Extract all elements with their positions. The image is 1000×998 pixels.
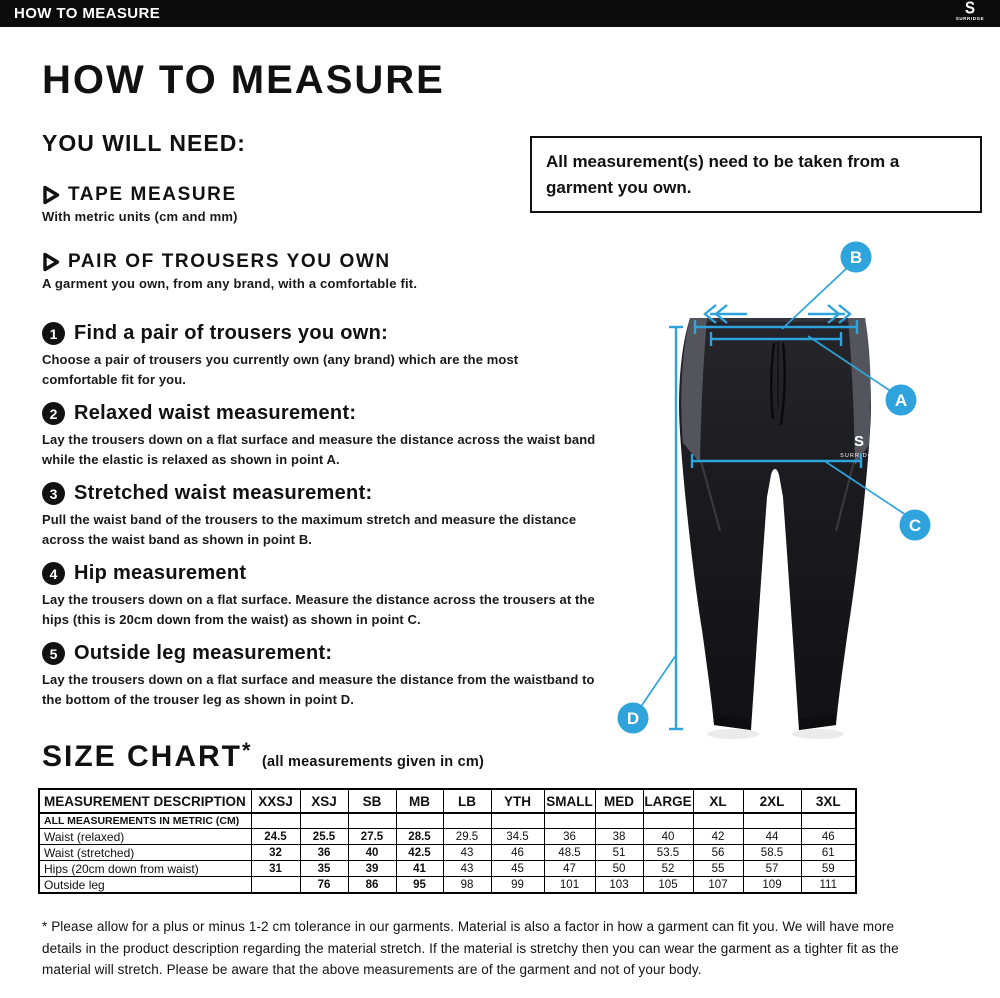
you-will-need-heading: YOU WILL NEED: (42, 130, 246, 156)
step-title: Hip measurement (74, 562, 247, 584)
table-header-cell: MB (396, 789, 443, 813)
step-title: Relaxed waist measurement: (74, 402, 357, 424)
table-cell: 40 (348, 845, 396, 861)
callout-d-label: D (626, 709, 640, 728)
thigh-logo-text: SURRIDGE (840, 453, 878, 459)
table-cell (743, 813, 801, 829)
table-cell (251, 877, 300, 894)
table-cell: 32 (251, 845, 300, 861)
callout-c-label: C (908, 516, 922, 535)
step-3 (42, 482, 602, 549)
notice-box (530, 136, 982, 213)
table-cell: 27.5 (348, 829, 396, 845)
table-cell: 43 (443, 861, 491, 877)
trousers-diagram (612, 235, 957, 765)
need-desc: A garment you own, from any brand, with a comfortable fit. (42, 276, 418, 291)
table-cell: 46 (491, 845, 544, 861)
table-cell: 36 (300, 845, 348, 861)
table-header-cell: SMALL (544, 789, 595, 813)
table-cell: 43 (443, 845, 491, 861)
callout-markers (618, 242, 931, 734)
size-chart-table (38, 788, 857, 894)
table-row-label: Outside leg (39, 877, 251, 894)
step-1 (42, 322, 602, 389)
step-desc: Lay the trousers down on a flat surface and measure the distance across the waist band while the elastic is relaxed as shown in point A. (42, 432, 596, 467)
table-cell: 52 (643, 861, 693, 877)
trousers-illustration (612, 235, 957, 765)
table-cell: 107 (693, 877, 743, 894)
need-desc: With metric units (cm and mm) (42, 209, 238, 224)
notice-text: All measurement(s) need to be taken from a garment you own. (546, 152, 900, 197)
step-desc: Lay the trousers down on a flat surface and measure the distance from the waistband to the bottom of the trouser leg as shown in point D. (42, 672, 595, 707)
table-cell: 24.5 (251, 829, 300, 845)
step-2 (42, 402, 602, 469)
top-bar-title: HOW TO MEASURE (14, 5, 161, 22)
table-cell (544, 813, 595, 829)
size-chart-title: SIZE CHART (42, 740, 242, 773)
table-header-cell: 3XL (801, 789, 856, 813)
step-5 (42, 642, 602, 709)
table-cell: 53.5 (643, 845, 693, 861)
table-row-label: Hips (20cm down from waist) (39, 861, 251, 877)
table-cell (443, 813, 491, 829)
step-number-badge: 4 (42, 562, 65, 585)
step-title: Find a pair of trousers you own: (74, 322, 389, 344)
table-cell: 25.5 (300, 829, 348, 845)
need-item-trousers (42, 251, 512, 291)
table-header-cell: MED (595, 789, 643, 813)
table-subheader-row (39, 813, 856, 829)
table-row-label: Waist (relaxed) (39, 829, 251, 845)
table-header-cell: 2XL (743, 789, 801, 813)
table-cell (643, 813, 693, 829)
table-cell: 86 (348, 877, 396, 894)
table-cell: 103 (595, 877, 643, 894)
table-cell (300, 813, 348, 829)
table-cell: 95 (396, 877, 443, 894)
table-cell: 59 (801, 861, 856, 877)
table-cell: 40 (643, 829, 693, 845)
table-cell: 28.5 (396, 829, 443, 845)
table-cell: 42 (693, 829, 743, 845)
table-cell: 105 (643, 877, 693, 894)
table-subheader-cell: ALL MEASUREMENTS IN METRIC (CM) (39, 813, 251, 829)
table-cell: 45 (491, 861, 544, 877)
size-chart-heading (42, 740, 484, 774)
table-cell: 35 (300, 861, 348, 877)
table-header-cell: LB (443, 789, 491, 813)
need-item-tape-measure (42, 184, 512, 224)
table-cell: 98 (443, 877, 491, 894)
footnote: * Please allow for a plus or minus 1-2 cm tolerance in our garments. Material is also a factor in how a garment can fit you. We will have more details in the product description regarding the material stretch. If the material is stretchy then you can wear the garment as a tighter fit as the material will stretch. Please be aware that the above measurements are of the garment and not of your body. (42, 919, 899, 978)
table-cell (396, 813, 443, 829)
step-title: Stretched waist measurement: (74, 482, 373, 504)
callout-a-label: A (894, 391, 908, 410)
table-cell: 47 (544, 861, 595, 877)
table-cell: 55 (693, 861, 743, 877)
surridge-s-icon: S (964, 0, 975, 19)
table-cell (693, 813, 743, 829)
step-4 (42, 562, 602, 629)
table-header-cell: XL (693, 789, 743, 813)
surridge-logo (950, 1, 990, 22)
table-cell: 51 (595, 845, 643, 861)
table-header-cell: XXSJ (251, 789, 300, 813)
step-number-badge: 3 (42, 482, 65, 505)
table-cell: 58.5 (743, 845, 801, 861)
table-cell: 61 (801, 845, 856, 861)
surridge-logo-text: SURRIDGE (955, 16, 985, 21)
table-header-row (39, 789, 856, 813)
step-desc: Lay the trousers down on a flat surface. Measure the distance across the trousers at the hips (this is 20cm down from the waist) as shown in point C. (42, 592, 595, 627)
table-header-cell: XSJ (300, 789, 348, 813)
table-cell: 50 (595, 861, 643, 877)
table-cell (251, 813, 300, 829)
table-cell: 76 (300, 877, 348, 894)
table-cell: 44 (743, 829, 801, 845)
table-row (39, 845, 856, 861)
table-row (39, 829, 856, 845)
step-number-badge: 1 (42, 322, 65, 345)
table-header-cell: SB (348, 789, 396, 813)
step-title: Outside leg measurement: (74, 642, 333, 664)
table-cell: 31 (251, 861, 300, 877)
step-number-badge: 2 (42, 402, 65, 425)
table-cell (801, 813, 856, 829)
table-cell: 39 (348, 861, 396, 877)
table-cell: 111 (801, 877, 856, 894)
callout-b-label: B (849, 248, 863, 267)
top-bar (0, 0, 1000, 27)
need-label: TAPE MEASURE (68, 184, 237, 205)
table-cell: 36 (544, 829, 595, 845)
trousers-body (679, 318, 871, 730)
table-cell: 109 (743, 877, 801, 894)
table-row (39, 877, 856, 894)
need-label: PAIR OF TROUSERS YOU OWN (68, 251, 391, 272)
page-title: HOW TO MEASURE (42, 58, 445, 102)
table-row (39, 861, 856, 877)
step-desc: Choose a pair of trousers you currently own (any brand) which are the most comfortable fit for you. (42, 352, 519, 387)
table-cell: 29.5 (443, 829, 491, 845)
table-header-cell: MEASUREMENT DESCRIPTION (39, 789, 251, 813)
table-cell: 46 (801, 829, 856, 845)
triangle-bullet-icon (42, 185, 60, 205)
triangle-bullet-icon (42, 252, 60, 272)
table-row-label: Waist (stretched) (39, 845, 251, 861)
table-cell: 48.5 (544, 845, 595, 861)
thigh-logo-s-icon: S (853, 433, 865, 450)
table-cell: 56 (693, 845, 743, 861)
table-header-cell: YTH (491, 789, 544, 813)
table-cell: 42.5 (396, 845, 443, 861)
table-cell: 99 (491, 877, 544, 894)
size-chart-asterisk: * (242, 738, 251, 763)
table-cell (491, 813, 544, 829)
table-cell: 38 (595, 829, 643, 845)
step-desc: Pull the waist band of the trousers to the maximum stretch and measure the distance across the waist band as shown in point B. (42, 512, 577, 547)
table-cell: 41 (396, 861, 443, 877)
table-header-cell: LARGE (643, 789, 693, 813)
table-cell: 57 (743, 861, 801, 877)
table-cell (348, 813, 396, 829)
size-chart-subtitle: (all measurements given in cm) (262, 754, 484, 770)
step-number-badge: 5 (42, 642, 65, 665)
table-cell: 101 (544, 877, 595, 894)
table-cell (595, 813, 643, 829)
table-cell: 34.5 (491, 829, 544, 845)
